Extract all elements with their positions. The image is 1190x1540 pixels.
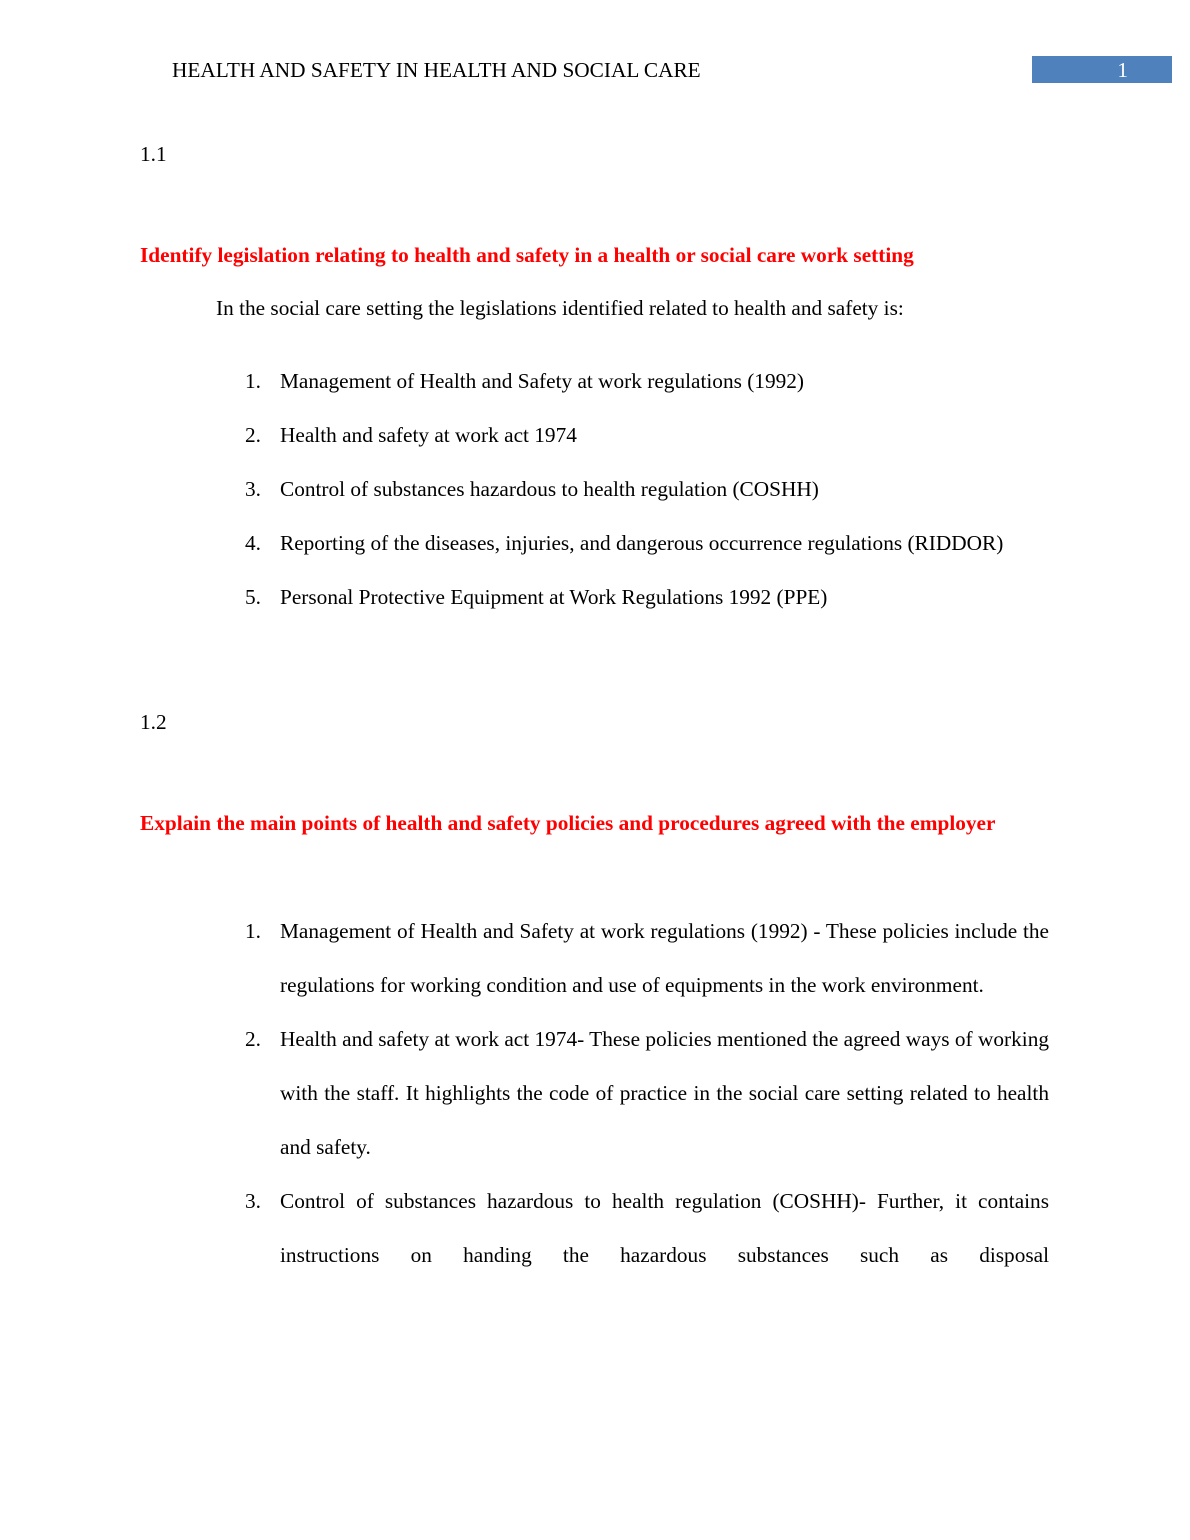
item-number: 1. [245,369,261,393]
list-item [245,408,1049,462]
section-heading: Identify legislation relating to health and safety in a health or social care work setting [140,243,914,267]
list-item [245,1012,1049,1174]
item-number: 3. [245,477,261,501]
list-item [245,1174,1049,1282]
list-item [245,354,1049,408]
policies-list [245,904,1049,1282]
item-text: Personal Protective Equipment at Work Regulations 1992 (PPE) [280,585,828,609]
running-header: HEALTH AND SAFETY IN HEALTH AND SOCIAL CARE [172,58,701,82]
item-text: Health and safety at work act 1974 [280,423,577,447]
section-number: 1.2 [140,710,167,734]
list-item [245,570,1049,624]
item-text: Management of Health and Safety at work regulations (1992) - These policies include the regulations for working condition and use of equipments in the work environment. [280,919,1049,997]
item-number: 5. [245,585,261,609]
item-text: Control of substances hazardous to health regulation (COSHH)- Further, it contains instructions on handing the hazardous substances such as disposal [280,1189,1049,1267]
item-number: 1. [245,919,261,943]
list-item [245,904,1049,1012]
item-number: 3. [245,1189,261,1213]
item-text: Control of substances hazardous to health regulation (COSHH) [280,477,819,501]
item-number: 2. [245,1027,261,1051]
item-text: Reporting of the diseases, injuries, and dangerous occurrence regulations (RIDDOR) [280,531,1004,555]
section-number: 1.1 [140,142,167,166]
page-number: 1 [1032,56,1172,83]
item-number: 2. [245,423,261,447]
list-item [245,516,1049,570]
intro-paragraph: In the social care setting the legislations identified related to health and safety is: [216,296,904,320]
list-item [245,462,1049,516]
item-text: Health and safety at work act 1974- These policies mentioned the agreed ways of working with the staff. It highlights the code of practice in the social care setting related to health and safety. [280,1027,1049,1159]
item-text: Management of Health and Safety at work regulations (1992) [280,369,804,393]
item-number: 4. [245,531,261,555]
legislation-list [245,354,1049,624]
section-heading: Explain the main points of health and safety policies and procedures agreed with the employer [140,811,996,835]
